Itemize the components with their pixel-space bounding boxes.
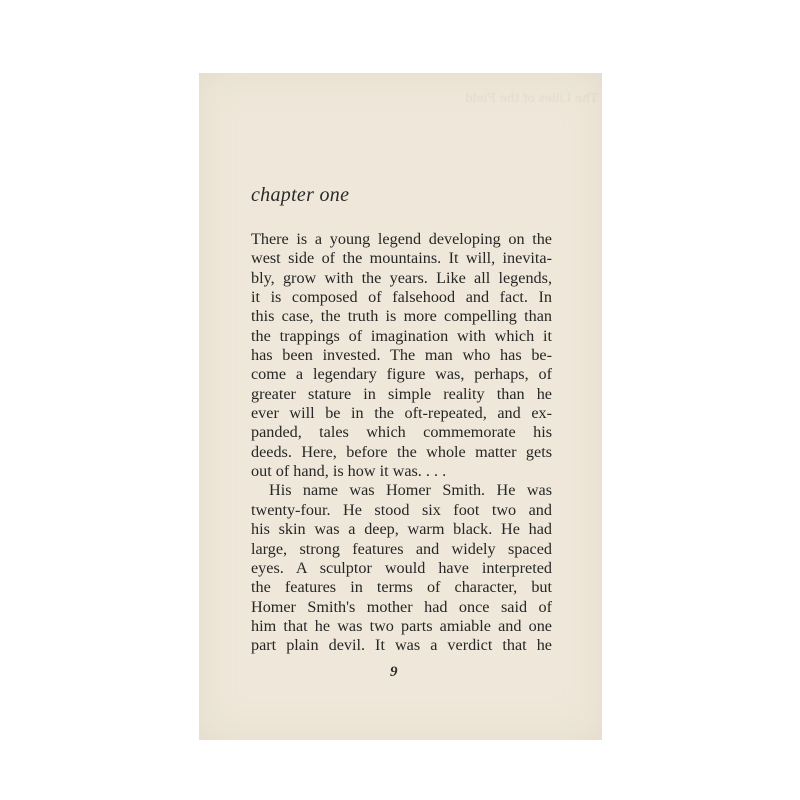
text-line: the trappings of imagination with which it bbox=[251, 326, 552, 345]
text-line: ever will be in the oft-repeated, and ex- bbox=[251, 404, 552, 423]
text-line: the features in terms of character, but bbox=[251, 578, 552, 597]
chapter-heading: chapter one bbox=[251, 184, 350, 206]
text-line: There is a young legend developing on the bbox=[251, 230, 552, 248]
text-line: bly, grow with the years. Like all legends, bbox=[251, 268, 552, 287]
text-line: has been invested. The man who has be- bbox=[251, 346, 552, 365]
body-text bbox=[251, 230, 552, 656]
text-line: it is composed of falsehood and fact. In bbox=[251, 288, 552, 307]
text-line: eyes. A sculptor would have interpreted bbox=[251, 558, 552, 577]
text-line: this case, the truth is more compelling than bbox=[251, 307, 552, 326]
show-through-text: The Lilies of the Field bbox=[465, 91, 598, 105]
text-line: part plain devil. It was a verdict that he bbox=[251, 636, 552, 655]
text-line: him that he was two parts amiable and one bbox=[251, 616, 552, 635]
text-line: panded, tales which commemorate his bbox=[251, 423, 552, 442]
text-line: large, strong features and widely spaced bbox=[251, 539, 552, 558]
text-line: his skin was a deep, warm black. He had bbox=[251, 520, 552, 539]
page-number: 9 bbox=[390, 664, 398, 680]
text-line: twenty-four. He stood six foot two and bbox=[251, 500, 552, 519]
text-line: out of hand, is how it was. . . . bbox=[251, 462, 447, 481]
text-line: come a legendary figure was, perhaps, of bbox=[251, 365, 552, 384]
text-line: west side of the mountains. It will, inevita- bbox=[251, 249, 552, 268]
text-line: greater stature in simple reality than he bbox=[251, 384, 552, 403]
text-line: Homer Smith's mother had once said of bbox=[251, 597, 552, 616]
text-line: His name was Homer Smith. He was bbox=[269, 481, 552, 500]
text-line: deeds. Here, before the whole matter gets bbox=[251, 442, 552, 461]
